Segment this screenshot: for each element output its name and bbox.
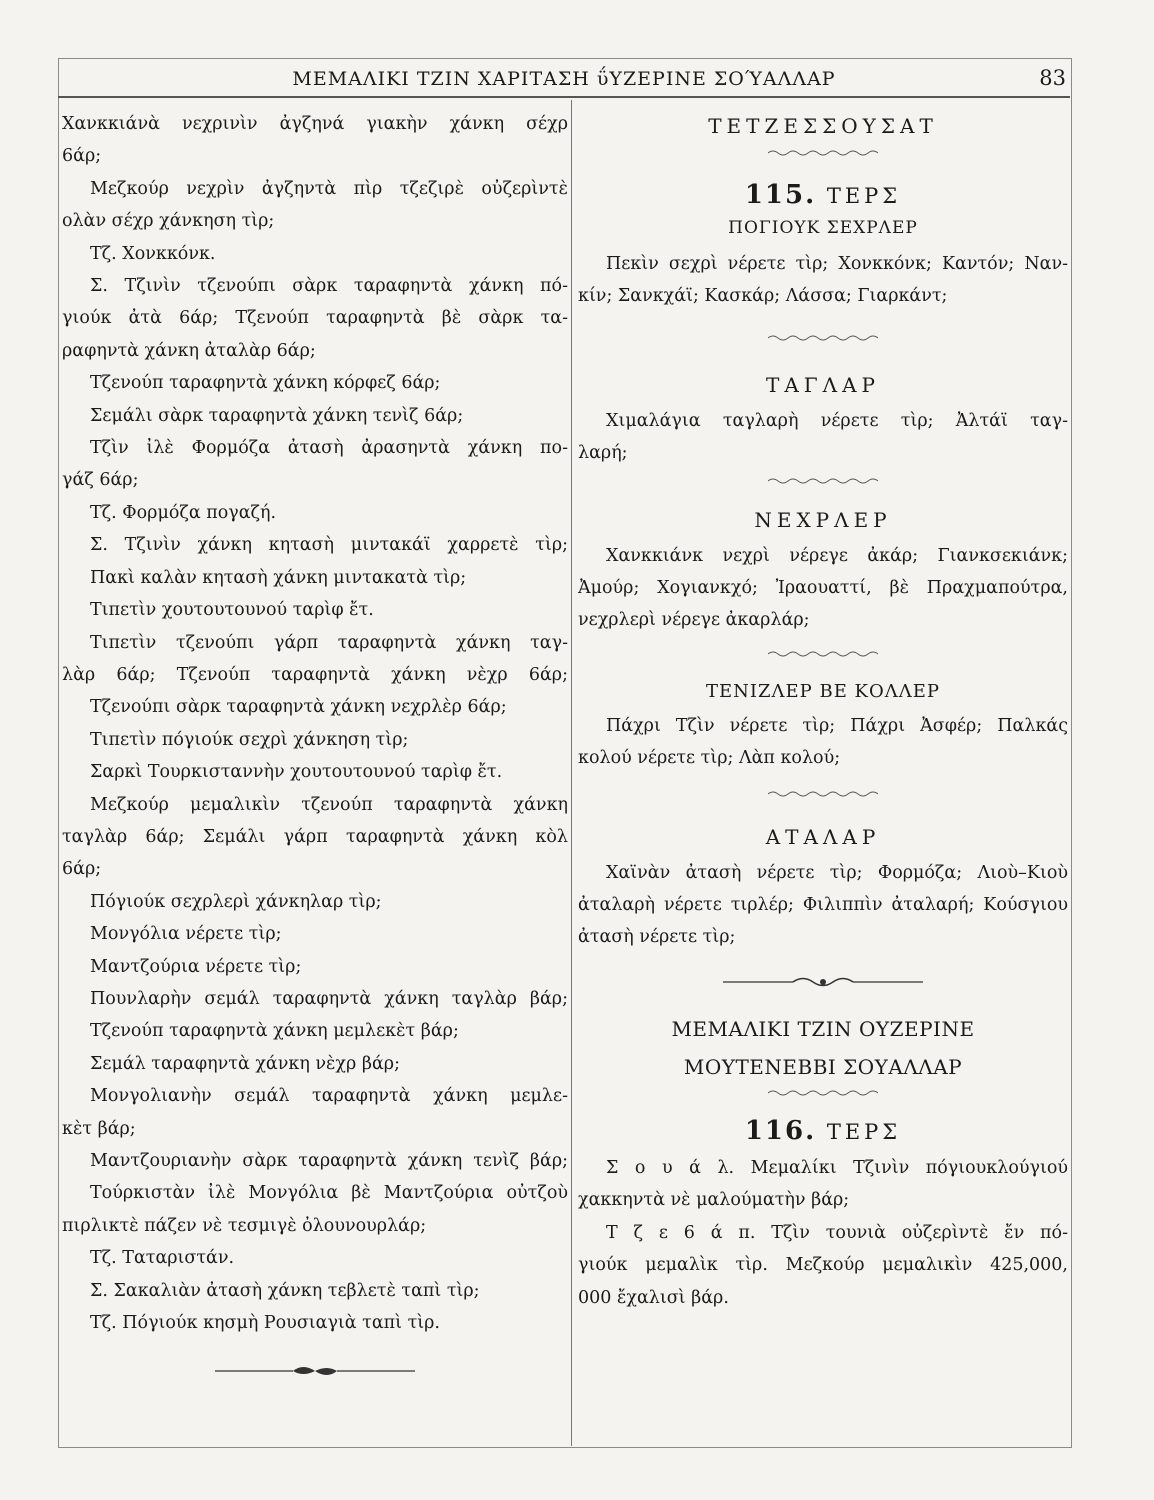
text-line: Τζ. Φορμόζα πογαζή.: [90, 502, 277, 523]
text-line: ολὰν σέχρ χάνκηση τὶρ;: [62, 211, 275, 232]
text-line: ἀταλαρὴ νέρετε τιρλέρ; Φιλιππὶν ἀταλαρή; Κούσγιου: [578, 895, 1068, 916]
text-line: Τούρκιστὰν ἰλὲ Μονγόλια βὲ Μαντζούρια οὐτζοὺ: [90, 1183, 568, 1204]
subsection-title-rivers: ΝΕΧΡΛΕΡ: [754, 507, 892, 532]
text-line: κὲτ βάρ;: [62, 1118, 136, 1139]
text-line: 6άρ;: [62, 146, 102, 167]
text-line: Πακὶ καλὰν κητασὴ χάνκη μιντακατὰ τὶρ;: [90, 567, 467, 588]
ornament-divider: [578, 972, 1068, 996]
text-line: Τζενούπ ταραφηντὰ χάνκη μεμλεκὲτ βάρ;: [90, 1021, 459, 1042]
text-line: Πουνλαρὴν σεμάλ ταραφηντὰ χάνκη ταγλὰρ βάρ;: [90, 988, 568, 1009]
text-line: Τιπετὶν χουτουτουνού ταρὶφ ἔτ.: [90, 600, 374, 621]
lesson-115-heading: [578, 180, 1068, 210]
lesson-word: ΤΕΡΣ: [826, 184, 902, 208]
wavy-rule: [578, 148, 1068, 172]
text-line: Σ. Σακαλιὰν ἀτασὴ χάνκη τεβλετὲ ταπὶ τὶρ;: [90, 1280, 480, 1301]
lesson-number: 115.: [744, 180, 817, 210]
text-line: Μεζκούρ νεχρὶν ἀγζηντὰ πὶρ τζεζιρὲ οὐζερὶντὲ: [90, 178, 568, 199]
text-line: Πόγιούκ σεχρλερὶ χάνκηλαρ τὶρ;: [90, 891, 382, 912]
text-line: Χανκκιάνκ νεχρὶ νέρεγε ἀκάρ; Γιανκσεκιάνκ;: [606, 545, 1068, 566]
text-line: γιούκ ἀτὰ 6άρ; Τζενούπ ταραφηντὰ βὲ σὰρκ τα-: [62, 308, 568, 329]
text-line: 000 ἔχαλισὶ βάρ.: [578, 1287, 729, 1308]
text-line: Τιπετὶν τζενούπι γάρπ ταραφηντὰ χάνκη ταγ-: [90, 632, 568, 653]
lesson-number: 116.: [744, 1115, 817, 1146]
text-line: Πάχρι Τζὶν νέρετε τὶρ; Πάχρι Ἀσφέρ; Παλκάς: [606, 715, 1068, 736]
text-line: Σεμάλι σὰρκ ταραφηντὰ χάνκη τενὶζ 6άρ;: [90, 405, 464, 426]
text-line: Μεζκούρ μεμαλικὶν τζενούπ ταραφηντὰ χάνκη: [90, 794, 568, 815]
section-title-line-1: ΜΕΜΑΛΙΚΙ ΤΖΙΝ ΟΥΖΕΡΙΝΕ: [671, 1016, 975, 1041]
wavy-rule: [578, 649, 1068, 673]
text-line: κίν; Σανκχάϊ; Κασκάρ; Λάσσα; Γιαρκάντ;: [578, 286, 948, 307]
section-heading: ΤΕΤΖΕΣΣΟΥΣΑΤ: [708, 114, 938, 138]
section-title-line-2: ΜΟΥΤΕΝΕΒΒΙ ΣΟΥΑΛΛΑΡ: [683, 1054, 963, 1079]
text-line: Μονγόλια νέρετε τὶρ;: [90, 924, 282, 945]
text-line: Σ ο υ ά λ. Μεμαλίκι Τζινὶν πόγιουκλούγιού: [606, 1157, 1068, 1178]
text-line: πιρλικτὲ πάζεν νὲ τεσμιγὲ ὀλουνουρλάρ;: [62, 1215, 427, 1236]
text-line: Τζ. Ταταριστάν.: [90, 1248, 235, 1269]
wavy-rule: [578, 333, 1068, 357]
column-divider: [571, 100, 572, 1446]
lesson-116-heading: [578, 1116, 1068, 1146]
running-title: ΜΕΜΑΛΙΚΙ ΤΖΙΝ ΧΑΡΙΤΑΣΗ ΰΥΖΕΡΙΝΕ ΣΟΎΑΛΛΑΡ: [292, 68, 836, 90]
lesson-subtitle: ΠΟΓΙΟΥΚ ΣΕΧΡΛΕΡ: [728, 218, 918, 238]
text-line: Πεκὶν σεχρὶ νέρετε τὶρ; Χονκκόνκ; Καντόν; Ναν-: [606, 254, 1068, 274]
text-line: Μαντζουριανὴν σὰρκ ταραφηντὰ χάνκη τενὶζ βάρ;: [90, 1151, 568, 1171]
text-line: νεχρλερὶ νέρεγε ἀκαρλάρ;: [578, 610, 810, 631]
right-column: [578, 108, 1068, 1314]
text-line: Τζ. Πόγιούκ κησμὴ Ρουσιαγιὰ ταπὶ τὶρ.: [90, 1313, 440, 1334]
wavy-rule: [578, 476, 1068, 500]
subsection-title-mountains: ΤΑΓΛΑΡ: [765, 372, 880, 397]
text-line: Χανκκιάνὰ νεχρινὶν ἀγζηνά γιακὴν χάνκη σέχρ: [62, 114, 568, 134]
text-line: λαρή;: [578, 443, 628, 464]
running-header: [58, 62, 1070, 98]
text-line: γάζ 6άρ;: [62, 470, 139, 491]
text-line: Σαρκὶ Τουρκισταννὴν χουτουτουνού ταρὶφ ἔτ.: [90, 762, 503, 783]
text-line: 6άρ;: [62, 859, 102, 880]
subsection-title-islands: ΑΤΑΛΑΡ: [765, 824, 881, 849]
text-line: Σ. Τζινὶν χάνκη κητασὴ μιντακάϊ χαρρετὲ τὶρ;: [90, 535, 568, 556]
subsection-title-seas-lakes: ΤΕΝΙΖΛΕΡ ΒΕ ΚΟΛΛΕΡ: [705, 680, 941, 702]
text-line: Τζενούπ ταραφηντὰ χάνκη κόρφεζ 6άρ;: [90, 373, 441, 394]
text-line: κολού νέρετε τὶρ; Λὰπ κολού;: [578, 748, 841, 769]
page-number: 83: [1039, 66, 1066, 90]
text-line: ταγλὰρ 6άρ; Σεμάλι γάρπ ταραφηντὰ χάνκη κὸλ: [62, 826, 568, 847]
text-line: Μαντζούρια νέρετε τὶρ;: [90, 956, 302, 977]
lesson-word: ΤΕΡΣ: [826, 1119, 902, 1144]
text-line: ραφηντὰ χάνκη ἀταλὰρ 6άρ;: [62, 340, 316, 361]
text-line: Ἀμούρ; Χογιανκχό; Ἰραουαττί, βὲ Πραχμαπούτρα,: [578, 578, 1068, 599]
text-line: Σεμάλ ταραφηντὰ χάνκη νὲχρ βάρ;: [90, 1053, 400, 1074]
text-line: Μονγολιανὴν σεμάλ ταραφηντὰ χάνκη μεμλε-: [90, 1086, 568, 1107]
text-line: Τιπετὶν πόγιούκ σεχρὶ χάνκηση τὶρ;: [90, 729, 409, 750]
text-line: Χαϊνὰν ἀτασὴ νέρετε τὶρ; Φορμόζα; Λιοὺ–Κιοὺ: [606, 862, 1068, 883]
text-line: Τζ. Χονκκόνκ.: [90, 243, 216, 264]
text-line: Τζὶν ἰλὲ Φορμόζα ἀτασὴ ἀρασηντὰ χάνκη πο-: [90, 438, 568, 459]
text-line: Χιμαλάγια ταγλαρὴ νέρετε τὶρ; Ἀλτάϊ ταγ-: [606, 410, 1068, 431]
text-line: γιούκ μεμαλὶκ τὶρ. Μεζκούρ μεμαλικὶν 425,000,: [578, 1255, 1068, 1276]
wavy-rule: [578, 789, 1068, 813]
text-line: λὰρ 6άρ; Τζενούπ ταραφηντὰ χάνκη νὲχρ 6άρ;: [62, 664, 568, 685]
text-line: Τζενούπι σὰρκ ταραφηντὰ χάνκη νεχρλὲρ 6άρ;: [90, 697, 507, 718]
text-line: χακκηντὰ νὲ μαλούματὴν βάρ;: [578, 1190, 850, 1211]
text-line: ἀτασὴ νέρετε τὶρ;: [578, 927, 736, 948]
text-line: Τ ζ ε 6 ά π. Τζὶν τουνιὰ οὐζερὶντὲ ἔν πό-: [606, 1222, 1068, 1243]
text-line: Σ. Τζινὶν τζενούπι σὰρκ ταραφηντὰ χάνκη πό-: [90, 276, 568, 297]
left-column: [62, 108, 568, 1385]
ornament-divider: [62, 1361, 568, 1385]
wavy-rule: [578, 1088, 1068, 1112]
